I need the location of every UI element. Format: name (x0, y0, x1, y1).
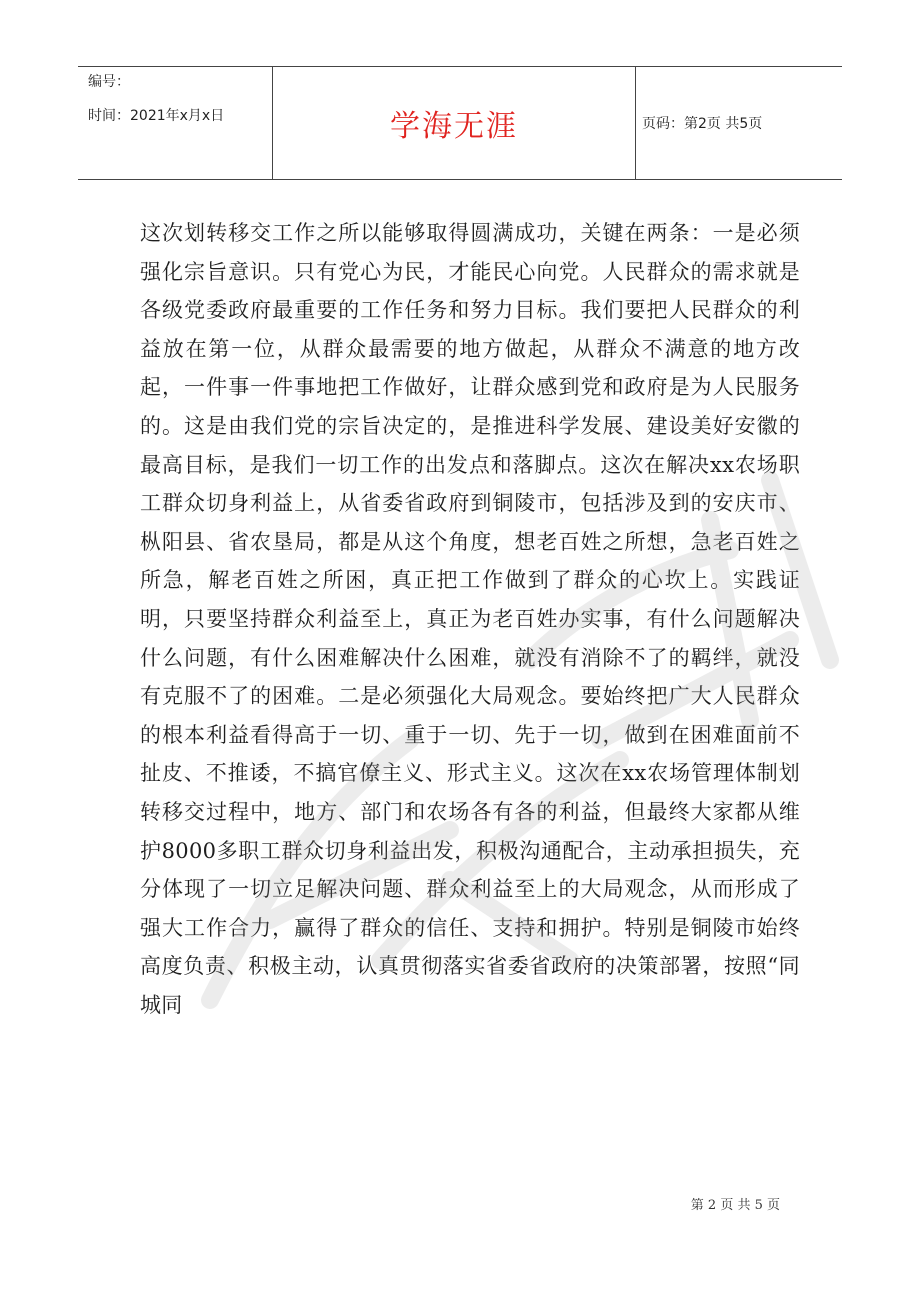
brand-title: 学海无涯 (390, 109, 518, 144)
header-left-cell (78, 67, 272, 179)
header-right-cell (634, 67, 842, 179)
time-label: 时间：2021年x月x日 (88, 108, 225, 124)
page-header (78, 66, 842, 180)
header-center-cell (272, 67, 636, 179)
page-code-label: 页码：第2页 共5页 (642, 116, 763, 132)
body-paragraph: 这次划转移交工作之所以能够取得圆满成功，关键在两条：一是必须强化宗旨意识。只有党心为民，才能民心向党。人民群众的需求就是各级党委政府最重要的工作任务和努力目标。我们要把人民群众的利益放在第一位，从群众最需要的地方做起，从群众不满意的地方改起，一件事一件事地把工作做好，让群众感到党和政府是为人民服务的。这是由我们党的宗旨决定的，是推进科学发展、建设美好安徽的最高目标，是我们一切工作的出发点和落脚点。这次在解决xx农场职工群众切身利益上，从省委省政府到铜陵市，包括涉及到的安庆市、枞阳县、省农垦局，都是从这个角度，想老百姓之所想，急老百姓之所急，解老百姓之所困，真正把工作做到了群众的心坎上。实践证明，只要坚持群众利益至上，真正为老百姓办实事，有什么问题解决什么问题，有什么困难解决什么困难，就没有消除不了的羁绊，就没有克服不了的困难。二是必须强化大局观念。要始终把广大人民群众的根本利益看得高于一切、重于一切、先于一切，做到在困难面前不扯皮、不推诿，不搞官僚主义、形式主义。这次在xx农场管理体制划转移交过程中，地方、部门和农场各有各的利益，但最终大家都从维护8000多职工群众切身利益出发，积极沟通配合，主动承担损失，充分体现了一切立足解决问题、群众利益至上的大局观念，从而形成了强大工作合力，赢得了群众的信任、支持和拥护。特别是铜陵市始终高度负责、积极主动，认真贯彻落实省委省政府的决策部署，按照“同城同 (140, 221, 800, 1017)
page-footer: 第 2 页 共 5 页 (690, 1198, 780, 1213)
serial-number-label: 编号： (88, 74, 130, 90)
